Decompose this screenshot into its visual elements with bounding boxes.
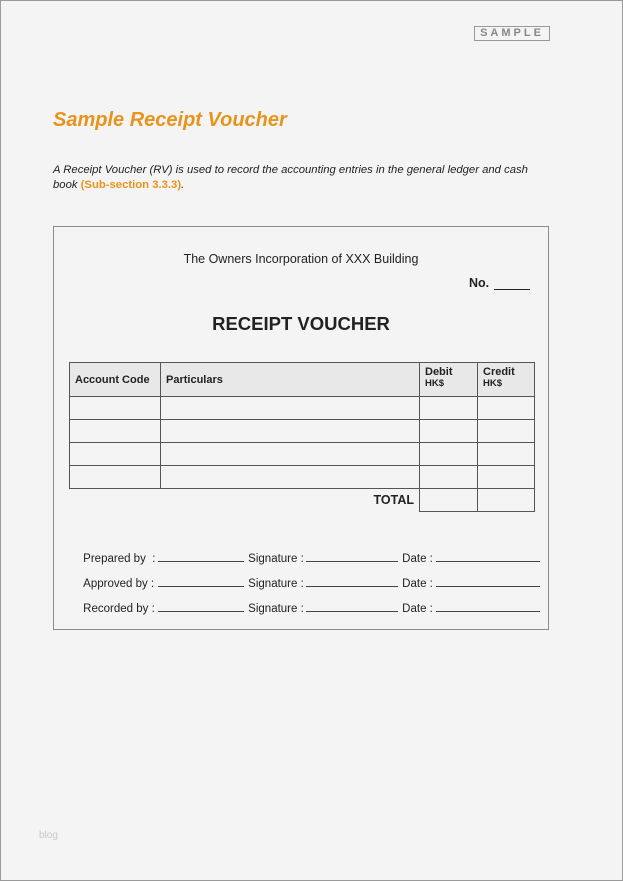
receipt-voucher-form	[53, 226, 549, 630]
debit-cell[interactable]	[420, 420, 478, 443]
header-debit	[420, 363, 478, 397]
approved-by-label: Approved by :	[83, 578, 155, 590]
total-row	[70, 489, 535, 512]
header-account-code: Account Code	[70, 363, 161, 397]
voucher-number-field[interactable]	[494, 289, 530, 290]
particulars-cell[interactable]	[161, 443, 420, 466]
intro-paragraph	[53, 163, 533, 193]
intro-end: .	[181, 179, 185, 191]
prepared-by-label: Prepared by :	[83, 553, 156, 565]
recorded-by-field[interactable]	[158, 602, 244, 612]
intro-text: A Receipt Voucher (RV) is used to record the accounting entries in the general ledger and cash book	[53, 164, 528, 191]
table-row	[70, 443, 535, 466]
debit-cell[interactable]	[420, 466, 478, 489]
table-row	[70, 420, 535, 443]
prepared-signature-label: Signature :	[248, 553, 304, 565]
prepared-by-field[interactable]	[158, 552, 244, 562]
account-code-cell[interactable]	[70, 466, 161, 489]
account-code-cell[interactable]	[70, 443, 161, 466]
document-title: Sample Receipt Voucher	[53, 109, 287, 131]
debit-cell[interactable]	[420, 443, 478, 466]
approved-date-field[interactable]	[436, 577, 540, 587]
recorded-date-label: Date :	[402, 603, 433, 615]
sample-stamp: SAMPLE	[474, 26, 550, 41]
particulars-cell[interactable]	[161, 466, 420, 489]
approved-by-field[interactable]	[158, 577, 244, 587]
recorded-date-field[interactable]	[436, 602, 540, 612]
credit-cell[interactable]	[478, 443, 535, 466]
recorded-signature-label: Signature :	[248, 603, 304, 615]
total-label: TOTAL	[161, 489, 420, 512]
voucher-title: RECEIPT VOUCHER	[212, 313, 390, 334]
particulars-cell[interactable]	[161, 420, 420, 443]
table-row	[70, 466, 535, 489]
recorded-signature-field[interactable]	[306, 602, 398, 612]
header-credit-unit: HK$	[483, 378, 503, 389]
credit-cell[interactable]	[478, 397, 535, 420]
total-spacer	[70, 489, 161, 512]
header-particulars: Particulars	[161, 363, 420, 397]
debit-cell[interactable]	[420, 397, 478, 420]
particulars-cell[interactable]	[161, 397, 420, 420]
organization-name: The Owners Incorporation of XXX Building	[183, 252, 419, 266]
prepared-signature-field[interactable]	[306, 552, 398, 562]
subsection-reference[interactable]: (Sub-section 3.3.3)	[80, 179, 182, 191]
prepared-date-field[interactable]	[436, 552, 540, 562]
credit-cell[interactable]	[478, 466, 535, 489]
total-credit-cell[interactable]	[478, 489, 535, 512]
voucher-table	[69, 362, 535, 512]
watermark: blog	[39, 830, 58, 841]
credit-cell[interactable]	[478, 420, 535, 443]
approved-signature-label: Signature :	[248, 578, 304, 590]
table-header-row	[70, 363, 535, 397]
approved-signature-field[interactable]	[306, 577, 398, 587]
header-debit-label: Debit	[425, 366, 453, 378]
voucher-number-label: No.	[469, 276, 490, 290]
approved-date-label: Date :	[402, 578, 433, 590]
header-credit-label: Credit	[483, 366, 515, 378]
header-debit-unit: HK$	[425, 378, 445, 389]
table-row	[70, 397, 535, 420]
total-debit-cell[interactable]	[420, 489, 478, 512]
prepared-date-label: Date :	[402, 553, 433, 565]
recorded-by-row	[64, 590, 540, 627]
recorded-by-label: Recorded by :	[83, 603, 155, 615]
account-code-cell[interactable]	[70, 397, 161, 420]
header-credit	[478, 363, 535, 397]
account-code-cell[interactable]	[70, 420, 161, 443]
